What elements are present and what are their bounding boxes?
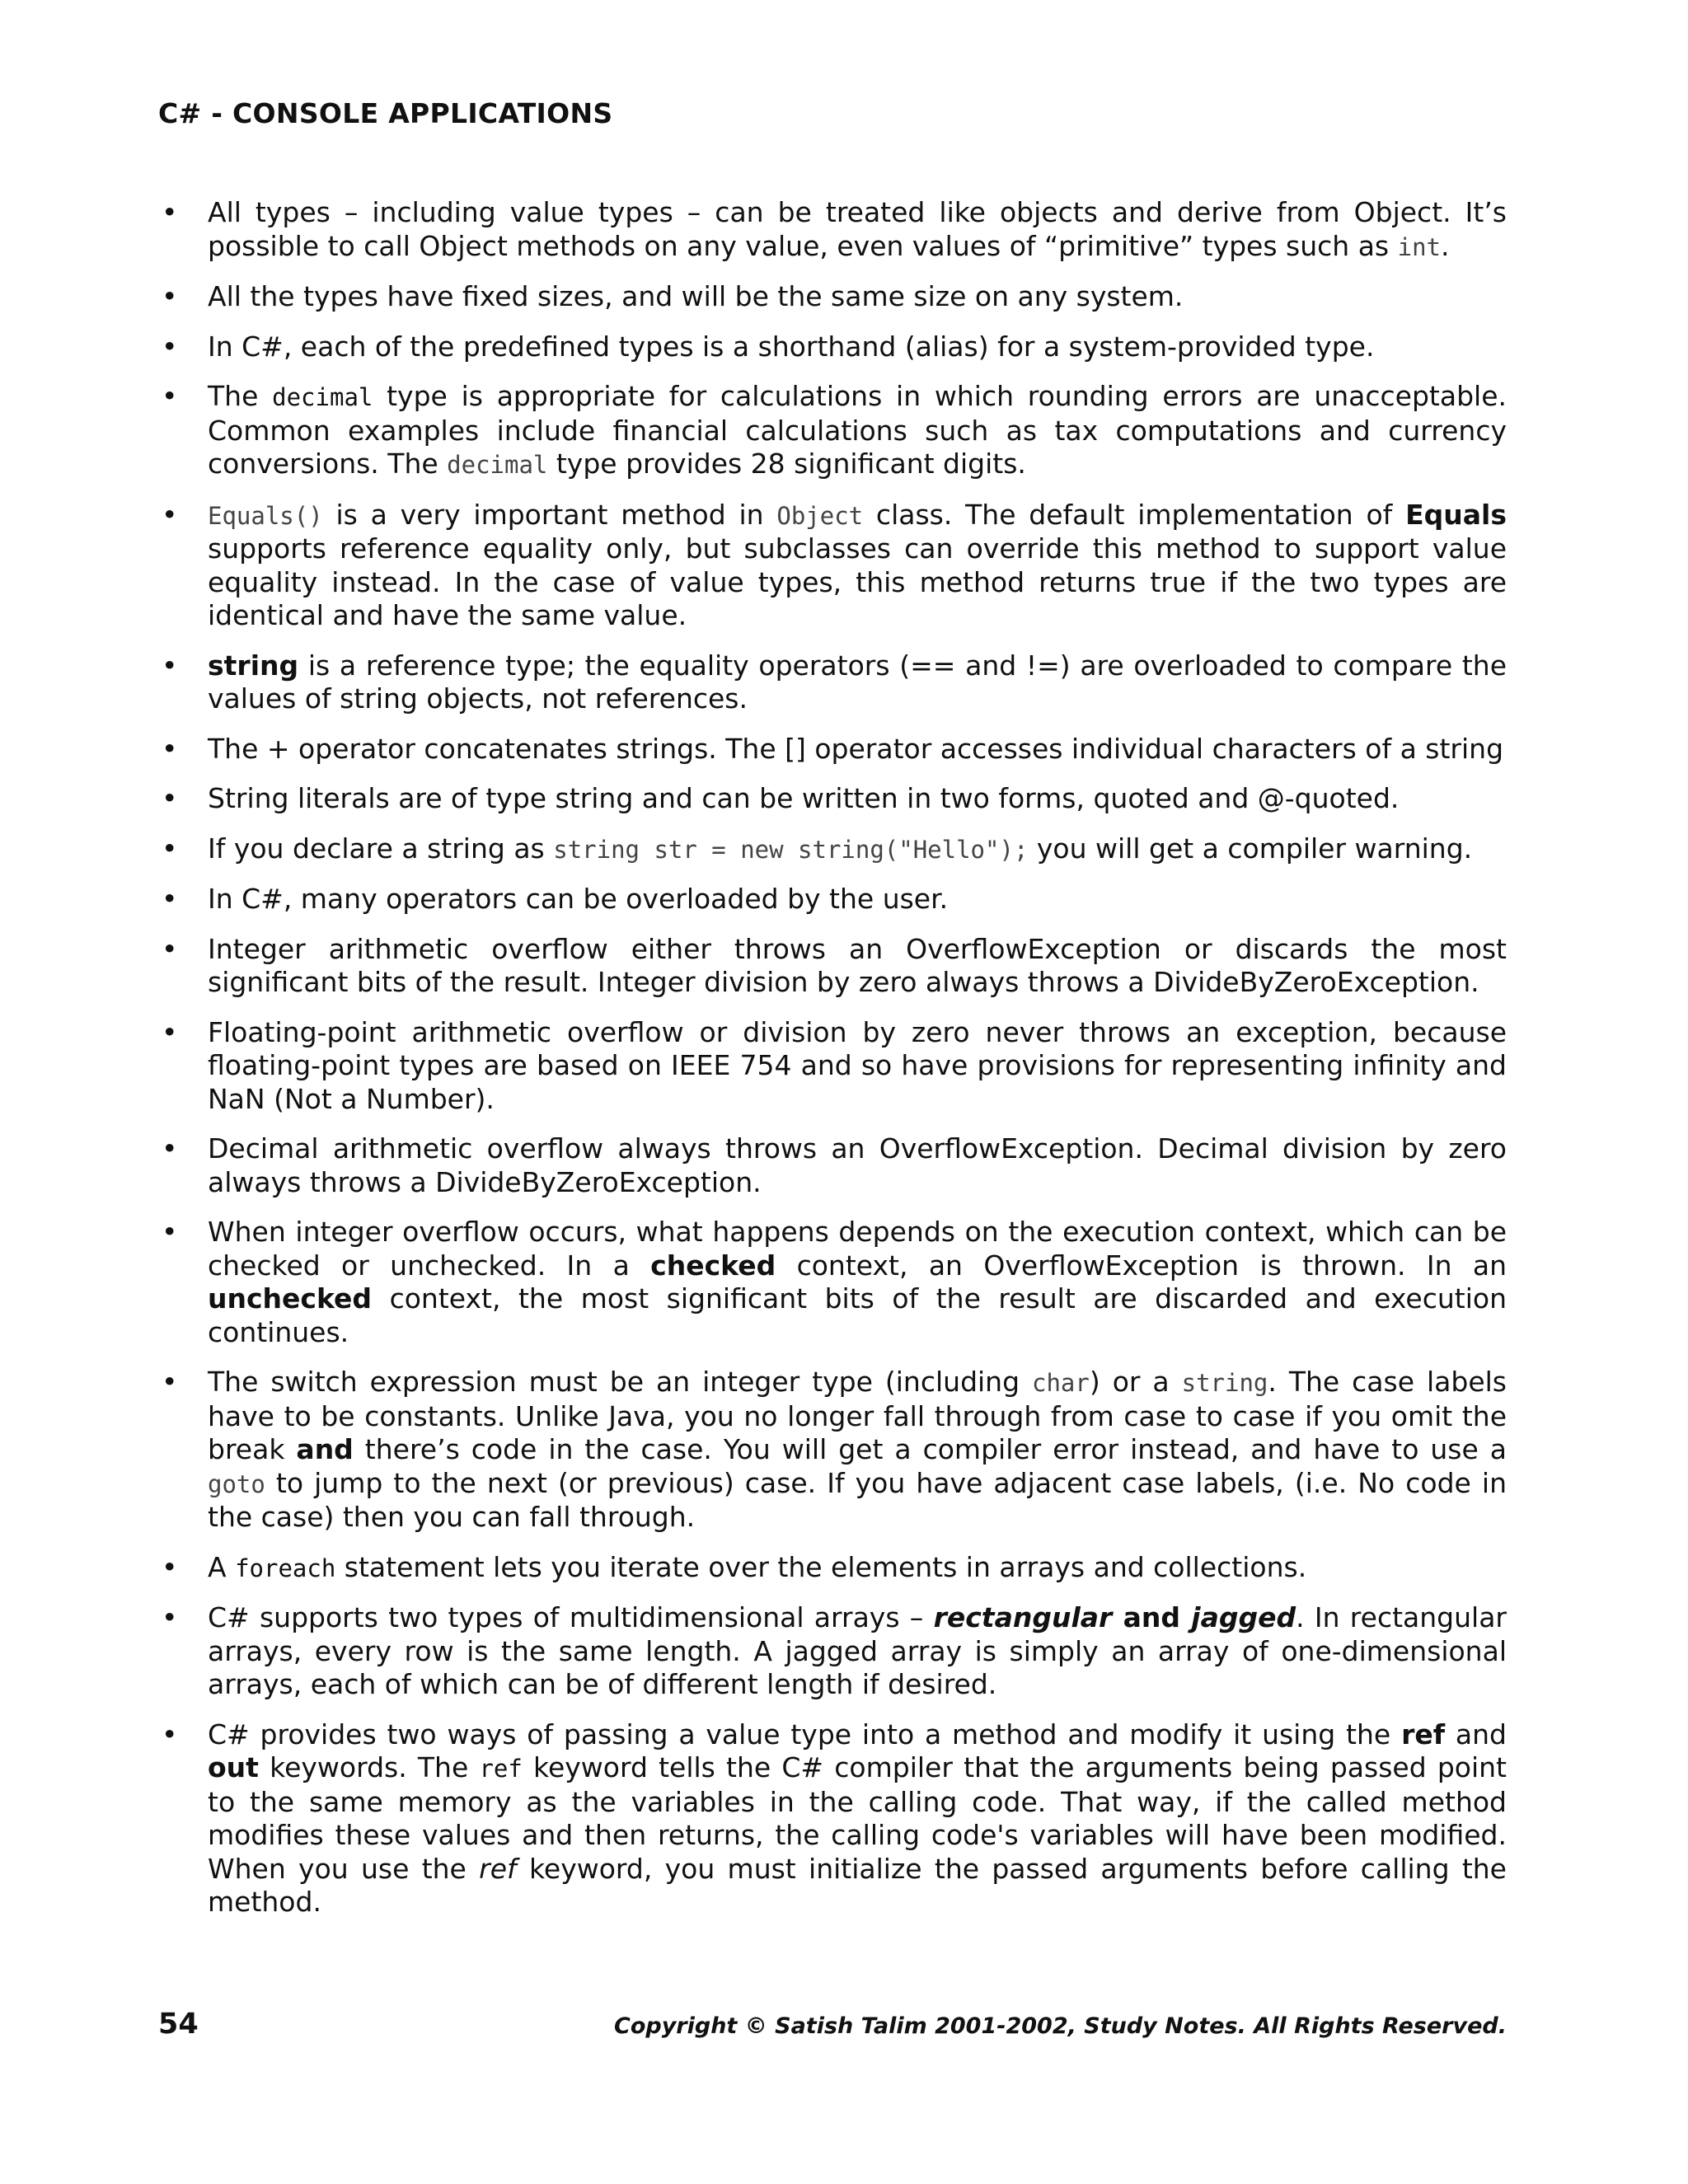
copyright-notice: Copyright © Satish Talim 2001-2002, Study Notes. All Rights Reserved.: [614, 2013, 1507, 2039]
inline-code: char: [1032, 1369, 1090, 1397]
list-item: • Floating-point arithmetic overflow or division by zero never throws an exception, because floating-point types are based on IEEE 754 and so have provisions for representing infinity and NaN (Not a Number).: [162, 1015, 1507, 1115]
bold-term: Equals: [1405, 498, 1507, 531]
inline-code: string str = new string("Hello");: [553, 835, 1029, 864]
list-item: • String literals are of type string and can be written in two forms, quoted and @-quoted.: [162, 782, 1400, 814]
inline-code: Object: [776, 501, 864, 530]
bold-term: string: [208, 649, 299, 682]
list-item: • Decimal arithmetic overflow always throws an OverflowException. Decimal division by zero always throws a DivideByZeroException.: [162, 1132, 1507, 1198]
inline-code: foreach: [235, 1554, 336, 1582]
bullet-icon: •: [162, 1718, 178, 1750]
bullet-icon: •: [162, 330, 178, 363]
bullet-icon: •: [162, 380, 178, 412]
italic-term: ref: [479, 1852, 517, 1885]
list-item: • string is a reference type; the equality operators (== and !=) are overloaded to compare the values of string objects, not references.: [162, 649, 1507, 715]
bullet-icon: •: [162, 932, 178, 965]
bullet-icon: •: [162, 196, 178, 228]
bullet-icon: •: [162, 883, 178, 915]
list-item: • The + operator concatenates strings. The [] operator accesses individual characters of a string: [162, 732, 1504, 765]
list-item: • All the types have fixed sizes, and will be the same size on any system.: [162, 280, 1184, 312]
list-item: • In C#, each of the predefined types is a shorthand (alias) for a system-provided type.: [162, 330, 1375, 363]
bold-term: out: [208, 1751, 259, 1783]
list-item: • The decimal type is appropriate for calculations in which rounding errors are unacceptable. Common examples include financial calculations such as tax computations and currency conversions. The decimal type provides 28 significant digits.: [162, 380, 1507, 480]
bullet-icon: •: [162, 1366, 178, 1398]
bold-term: ref: [1401, 1718, 1446, 1750]
inline-code: goto: [208, 1469, 265, 1498]
page-header-title: C# - CONSOLE APPLICATIONS: [158, 97, 613, 129]
bold-term: and: [1112, 1601, 1192, 1633]
bold-term: unchecked: [208, 1282, 373, 1315]
list-item: • Integer arithmetic overflow either throws an OverflowException or discards the most significant bits of the result. Integer division by zero always throws a DivideByZeroException.: [162, 932, 1507, 998]
bullet-list: [158, 196, 1507, 1919]
bullet-icon: •: [162, 1132, 178, 1165]
list-item: • Equals() is a very important method in Object class. The default implementation of Equals supports reference equality only, but subclasses can override this method to support value equality instead. In the case of value types, this method returns true if the two types are identical and have the same value.: [162, 498, 1507, 631]
bullet-icon: •: [162, 1550, 178, 1583]
bullet-icon: •: [162, 832, 178, 865]
list-item: • C# provides two ways of passing a value type into a method and modify it using the ref and out keywords. The ref keyword tells the C# compiler that the arguments being passed point to the same memory as the variables in the calling code. That way, if the called method modifies these values and then returns, the calling code's variables will have been modified. When you use the ref keyword, you must initialize the passed arguments before calling the method.: [162, 1718, 1507, 1918]
list-item: • C# supports two types of multidimensional arrays – rectangular and jagged. In rectangular arrays, every row is the same length. A jagged array is simply an array of one-dimensional arrays, each of which can be of different length if desired.: [162, 1601, 1507, 1700]
inline-code: string: [1181, 1369, 1268, 1397]
page-number: 54: [158, 2008, 199, 2041]
bullet-icon: •: [162, 280, 178, 312]
inline-code: decimal: [272, 383, 373, 411]
notes-body: [158, 196, 1507, 1936]
list-item: • If you declare a string as string str = new string("Hello"); you will get a compiler warning.: [162, 832, 1473, 865]
bullet-icon: •: [162, 1015, 178, 1048]
inline-code: decimal: [447, 451, 548, 479]
bullet-icon: •: [162, 1216, 178, 1248]
inline-code: Equals(): [208, 501, 323, 530]
bullet-icon: •: [162, 782, 178, 814]
bold-italic-term: rectangular: [933, 1601, 1113, 1633]
bullet-icon: •: [162, 498, 178, 531]
list-item: • All types – including value types – can be treated like objects and derive from Object. It’s possible to call Object methods on any value, even values of “primitive” types such as int.: [162, 196, 1507, 262]
bullet-icon: •: [162, 649, 178, 682]
bold-term: checked: [650, 1249, 776, 1282]
bullet-icon: •: [162, 732, 178, 765]
bold-italic-term: jagged: [1191, 1601, 1296, 1633]
list-item: • The switch expression must be an integer type (including char) or a string. The case labels have to be constants. Unlike Java, you no longer fall through from case to case if you omit the break and there’s code in the case. You will get a compiler error instead, and have to use a goto to jump to the next (or previous) case. If you have adjacent case labels, (i.e. No code in the case) then you can fall through.: [162, 1366, 1507, 1533]
list-item: • A foreach statement lets you iterate over the elements in arrays and collections.: [162, 1550, 1307, 1583]
inline-code: int: [1397, 232, 1441, 261]
page-footer: [158, 2008, 1507, 2041]
bold-term: and: [296, 1433, 354, 1465]
bullet-icon: •: [162, 1601, 178, 1633]
inline-code: ref: [479, 1755, 523, 1783]
list-item: • When integer overflow occurs, what happens depends on the execution context, which can be checked or unchecked. In a checked context, an OverflowException is thrown. In an unchecked context, the most significant bits of the result are discarded and execution continues.: [162, 1216, 1507, 1348]
list-item: • In C#, many operators can be overloaded by the user.: [162, 883, 949, 915]
